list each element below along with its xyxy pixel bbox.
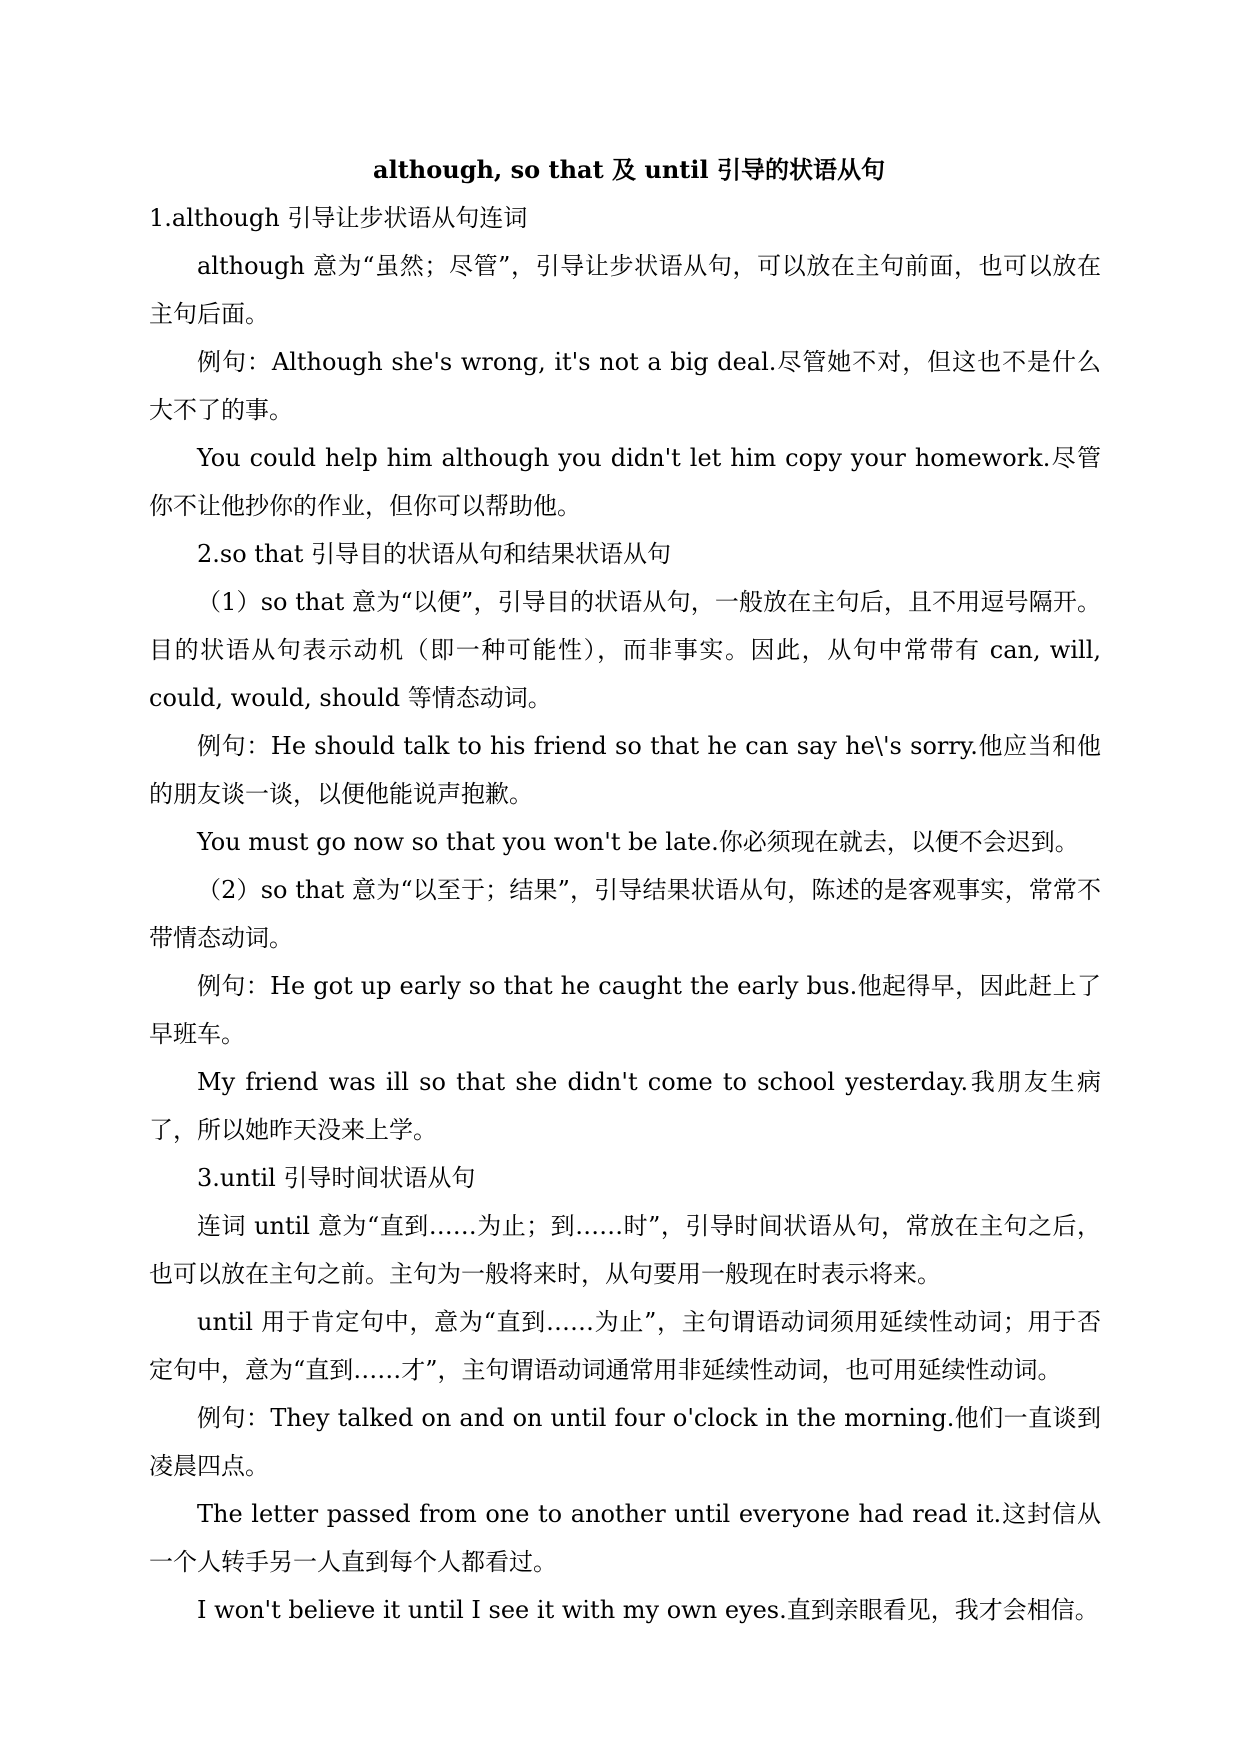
paragraph-so-that-result: （2）so that 意为“以至于；结果”，引导结果状语从句，陈述的是客观事实，常常不带情态动词。 (149, 876, 1101, 952)
example-until-3: I won't believe it until I see it with my own eyes.直到亲眼看见，我才会相信。 (197, 1596, 1099, 1624)
document-title: although, so that 及 until 引导的状语从句 (373, 155, 885, 184)
example-although-2: You could help him although you didn't let him copy your homework.尽管你不让他抄你的作业，但你可以帮助他。 (149, 444, 1101, 520)
example-until-2: The letter passed from one to another until everyone had read it.这封信从一个人转手另一人直到每个人都看过。 (149, 1500, 1101, 1576)
example-until-1: 例句：They talked on and on until four o'clock in the morning.他们一直谈到凌晨四点。 (149, 1404, 1101, 1480)
paragraph-so-that-purpose: （1）so that 意为“以便”，引导目的状语从句，一般放在主句后，且不用逗号隔开。目的状语从句表示动机（即一种可能性），而非事实。因此，从句中常带有 can, will, could, would, should 等情态动词。 (149, 588, 1101, 712)
document-body (149, 194, 1101, 1634)
section-heading-until: 3.until 引导时间状语从句 (197, 1164, 476, 1192)
example-although-1: 例句：Although she's wrong, it's not a big deal.尽管她不对，但这也不是什么大不了的事。 (149, 348, 1101, 424)
example-so-that-purpose-1: 例句：He should talk to his friend so that he can say he\'s sorry.他应当和他的朋友谈一谈，以便他能说声抱歉。 (149, 732, 1101, 808)
paragraph-until-usage: until 用于肯定句中，意为“直到……为止”，主句谓语动词须用延续性动词；用于否定句中，意为“直到……才”，主句谓语动词通常用非延续性动词，也可用延续性动词。 (149, 1308, 1101, 1384)
section-heading-so-that: 2.so that 引导目的状语从句和结果状语从句 (197, 540, 671, 568)
example-so-that-result-1: 例句：He got up early so that he caught the early bus.他起得早，因此赶上了早班车。 (149, 972, 1101, 1048)
section-heading-although: 1.although 引导让步状语从句连词 (149, 204, 528, 232)
example-so-that-result-2: My friend was ill so that she didn't come to school yesterday.我朋友生病了，所以她昨天没来上学。 (149, 1068, 1101, 1144)
paragraph-although-meaning: although 意为“虽然；尽管”，引导让步状语从句，可以放在主句前面，也可以放在主句后面。 (149, 252, 1101, 328)
example-so-that-purpose-2: You must go now so that you won't be late.你必须现在就去，以便不会迟到。 (197, 828, 1079, 856)
paragraph-until-meaning: 连词 until 意为“直到……为止；到……时”，引导时间状语从句，常放在主句之后，也可以放在主句之前。主句为一般将来时，从句要用一般现在时表示将来。 (149, 1212, 1101, 1288)
